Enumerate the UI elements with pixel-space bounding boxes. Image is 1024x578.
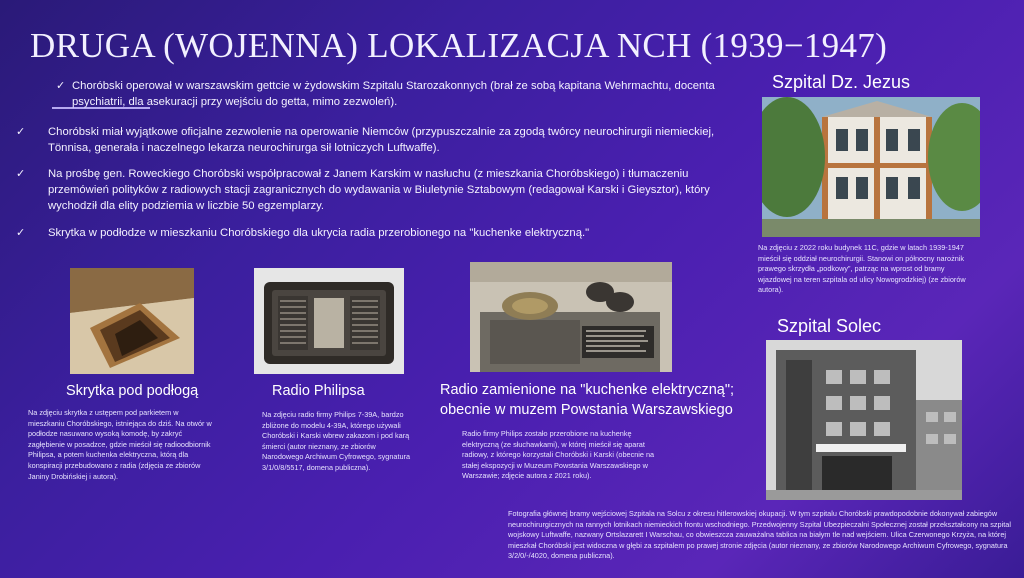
photo-radio-philips — [254, 268, 404, 374]
photo-skrytka — [70, 268, 194, 374]
bullet-item-3 — [16, 166, 748, 214]
photo-radio-muzeum — [470, 262, 672, 372]
bullet-item-2 — [16, 124, 748, 156]
bullet-text-3: Na prośbę gen. Roweckiego Choróbski współpracował z Janem Karskim w nasłuchu (z mieszkania Choróbskiego) i tłumaczeniu przemówień polityków z radiowych stacji zagranicznych do wydawania w Biuletynie Sztabowym (redagował Karski i Gieysztor), który wychodził dla elity podziemia w liczbie 50 egzemplarzy. — [48, 168, 710, 212]
heading-skrytka: Skrytka pod podłogą — [66, 383, 199, 399]
photo-szpital-solec — [766, 340, 962, 500]
heading-szpital-jezus: Szpital Dz. Jezus — [772, 72, 911, 92]
bullet-item-4 — [16, 225, 748, 241]
check-icon: ✓ — [16, 126, 26, 138]
heading-muzeum-line2: obecnie w muzem Powstania Warszawskiego — [440, 402, 733, 418]
page-title: DRUGA (WOJENNA) LOKALIZACJA NCH (1939−1947) — [30, 26, 888, 65]
bullet-item-1 — [56, 78, 752, 110]
caption-szpital-solec: Fotografia głównej bramy wejściowej Szpitala na Solcu z okresu hitlerowskiej okupacji. W tym szpitalu Choróbski prawdopodobnie dokonywał zabiegów neurochirurgicznych na rannych lotnikach niemieckich frontu wschodniego. Przedwojenny Szpital Ubezpieczalni Społecznej został przekształcony na szpital wojskowy Luftwaffe, nazwany Ortslazarett I Warschau, co obwieszcza zauważalna tablica na białym tle nad wejściem. Ulica Czerwonego Krzyża, na której mieszkał Choróbski jest widoczna w głębi za szpitalem po prawej stronie zdjęcia (autor nieznany, ze zbiorów Narodowego Archiwum Cyfrowego, sygnatura 3/2/0/-/4020, domena publiczna). — [508, 509, 1011, 561]
heading-radio-philips: Radio Philipsa — [272, 383, 365, 399]
check-icon: ✓ — [56, 80, 66, 92]
heading-muzeum-line1: Radio zamienione na "kuchenke elektryczną"; — [440, 382, 735, 398]
photo-szpital-jezus — [762, 97, 980, 237]
bullet-text-2: Choróbski miał wyjątkowe oficjalne zezwolenie na operowanie Niemców (przypuszczalnie za zgodą twórcy neurochirurgii niemieckiej, Tönnisa, generała i naczelnego lekarza neurochirurga sił lotniczych Luftwaffe). — [48, 126, 715, 154]
caption-szpital-jezus: Na zdjęciu z 2022 roku budynek 11C, gdzie w latach 1939-1947 mieścił się oddział neurochirurgii. Stanowi on północny narożnik prawego skrzydła „podkowy”, patrząc na wprost od bramy wjazdowej na teren szpitala od ulicy Nowogrodzkiej) (ze zbiorów autora). — [758, 243, 966, 295]
caption-muzeum: Radio firmy Philips zostało przerobione na kuchenkę elektryczną (ze słuchawkami), w której mieścił się aparat radiowy, z którego korzystali Choróbski i Karski (obecnie na stałej ekspozycji w Muzeum Powstania Warszawskiego w Warszawie; zdjęcie autora z 2021 roku). — [462, 429, 655, 481]
caption-radio-philips: Na zdjęciu radio firmy Philips 7-39A, bardzo zbliżone do modelu 4-39A, którego używali Choróbski i Karski wbrew zakazom i pod karą śmierci (autor nieznany, ze zbiorów Narodowego Archiwum Cyfrowego, sygnatura 3/1/0/8/5517, domena publiczna). — [262, 410, 411, 472]
heading-szpital-solec: Szpital Solec — [777, 316, 882, 336]
check-icon: ✓ — [16, 227, 26, 239]
bullet-text-1: Choróbski operował w warszawskim gettcie w żydowskim Szpitalu Starozakonnych (brał ze sobą kapitana Wehrmachtu, docenta psychiatrii, dla asekuracji przy wejściu do getta, mimo zezwoleń). — [72, 80, 715, 108]
check-icon: ✓ — [16, 168, 26, 180]
caption-skrytka: Na zdjęciu skrytka z ustępem pod parkietem w mieszkaniu Choróbskiego, istniejąca do dziś. Na otwór w podłodze nasuwano wysoką komodę, by zakryć zagłębienie w posadzce, gdzie mieścił się radioodbiornik Philipsa, a potem kuchenka elektryczna, którą dla konspiracji przebudowano z radia (zdjęcia ze zbiorów Janiny Drobińskiej i autora). — [28, 408, 212, 481]
bullet-text-4: Skrytka w podłodze w mieszkaniu Choróbskiego dla ukrycia radia przerobionego na "kuchenke elektryczną." — [48, 227, 590, 239]
